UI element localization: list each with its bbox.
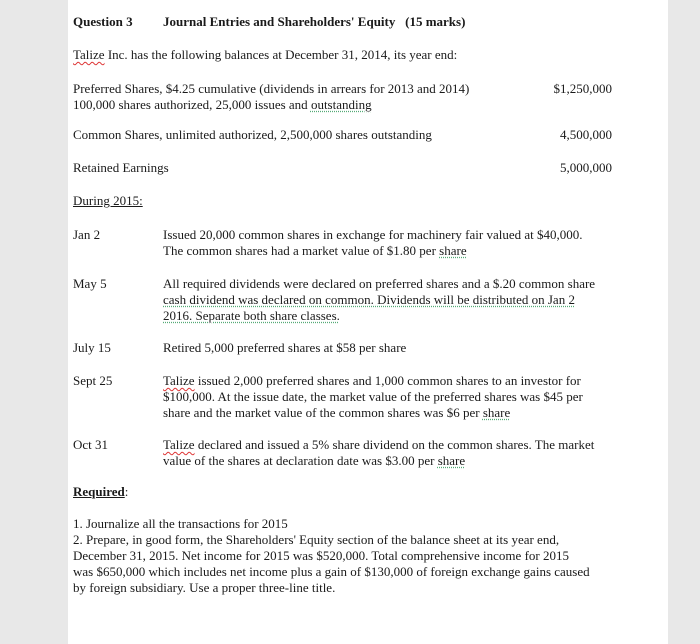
company-name: Talize [73,47,105,62]
transaction-line [163,453,465,469]
preferred-detail-text: 100,000 shares authorized, 25,000 issues and [73,97,311,112]
transaction-date: May 5 [73,276,107,291]
transaction-line [163,437,594,453]
question-marks: (15 marks) [405,14,466,29]
intro-rest: Inc. has the following balances at December 31, 2014, its year end: [104,47,458,62]
transaction-text: declared and issued a 5% share dividend on the common shares. The market [194,437,595,452]
required-label: Required [73,484,125,499]
transaction-text: share and the market value of the common shares was $6 per [163,405,483,420]
question-number: Question 3 [73,14,133,29]
transaction-text-underlined: share [437,453,466,468]
transaction-date: Jan 2 [73,227,101,242]
question-title-text: Journal Entries and Shareholders' Equity [163,14,396,29]
preferred-shares-detail [73,97,372,113]
transaction-line: Issued 20,000 common shares in exchange for machinery fair valued at $40,000. [163,227,583,242]
document-page [68,0,668,644]
transaction-text: issued 2,000 preferred shares and 1,000 common shares to an investor for [194,373,581,388]
required-item: 1. Journalize all the transactions for 2015 [73,516,288,531]
transaction-text: value of the shares at declaration date was $3.00 per [163,453,438,468]
preferred-shares-label: Preferred Shares, $4.25 cumulative (dividends in arrears for 2013 and 2014) [73,81,470,96]
intro-text [73,47,457,63]
common-shares-amount: 4,500,000 [560,127,612,142]
company-name: Talize [163,437,195,452]
transaction-text-underlined: share [439,243,467,258]
transaction-line: All required dividends were declared on preferred shares and a $.20 common share [163,276,596,291]
transaction-date: Sept 25 [73,373,113,388]
transaction-line [163,373,581,389]
transaction-line [163,243,467,259]
required-item: December 31, 2015. Net income for 2015 was $520,000. Total comprehensive income for 2015 [73,548,569,563]
required-colon: : [124,484,129,499]
transaction-line: Retired 5,000 preferred shares at $58 per share [163,340,407,355]
required-item: by foreign subsidiary. Use a proper three-line title. [73,580,336,595]
required-heading [73,484,128,500]
transaction-line: $100,000. At the issue date, the market value of the preferred shares was $45 per [163,389,583,404]
required-item: 2. Prepare, in good form, the Shareholders' Equity section of the balance sheet at its year end, [73,532,560,547]
transaction-line [163,405,510,421]
transaction-line: cash dividend was declared on common. Dividends will be distributed on Jan 2 [163,292,575,307]
retained-earnings-amount: 5,000,000 [560,160,612,175]
transaction-line: 2016. Separate both share classes. [163,308,340,323]
transaction-date: July 15 [73,340,111,355]
common-shares-label: Common Shares, unlimited authorized, 2,500,000 shares outstanding [73,127,432,142]
retained-earnings-label: Retained Earnings [73,160,169,175]
transaction-date: Oct 31 [73,437,109,452]
company-name: Talize [163,373,195,388]
transaction-text: The common shares had a market value of $1.80 per [163,243,440,258]
required-item: was $650,000 which includes net income plus a gain of $130,000 of foreign exchange gains caused [73,564,590,579]
preferred-detail-outstanding: outstanding [310,97,372,112]
preferred-shares-amount: $1,250,000 [553,81,612,96]
question-title [163,14,465,30]
transaction-text-underlined: share [482,405,511,420]
during-label: During 2015: [73,193,143,208]
